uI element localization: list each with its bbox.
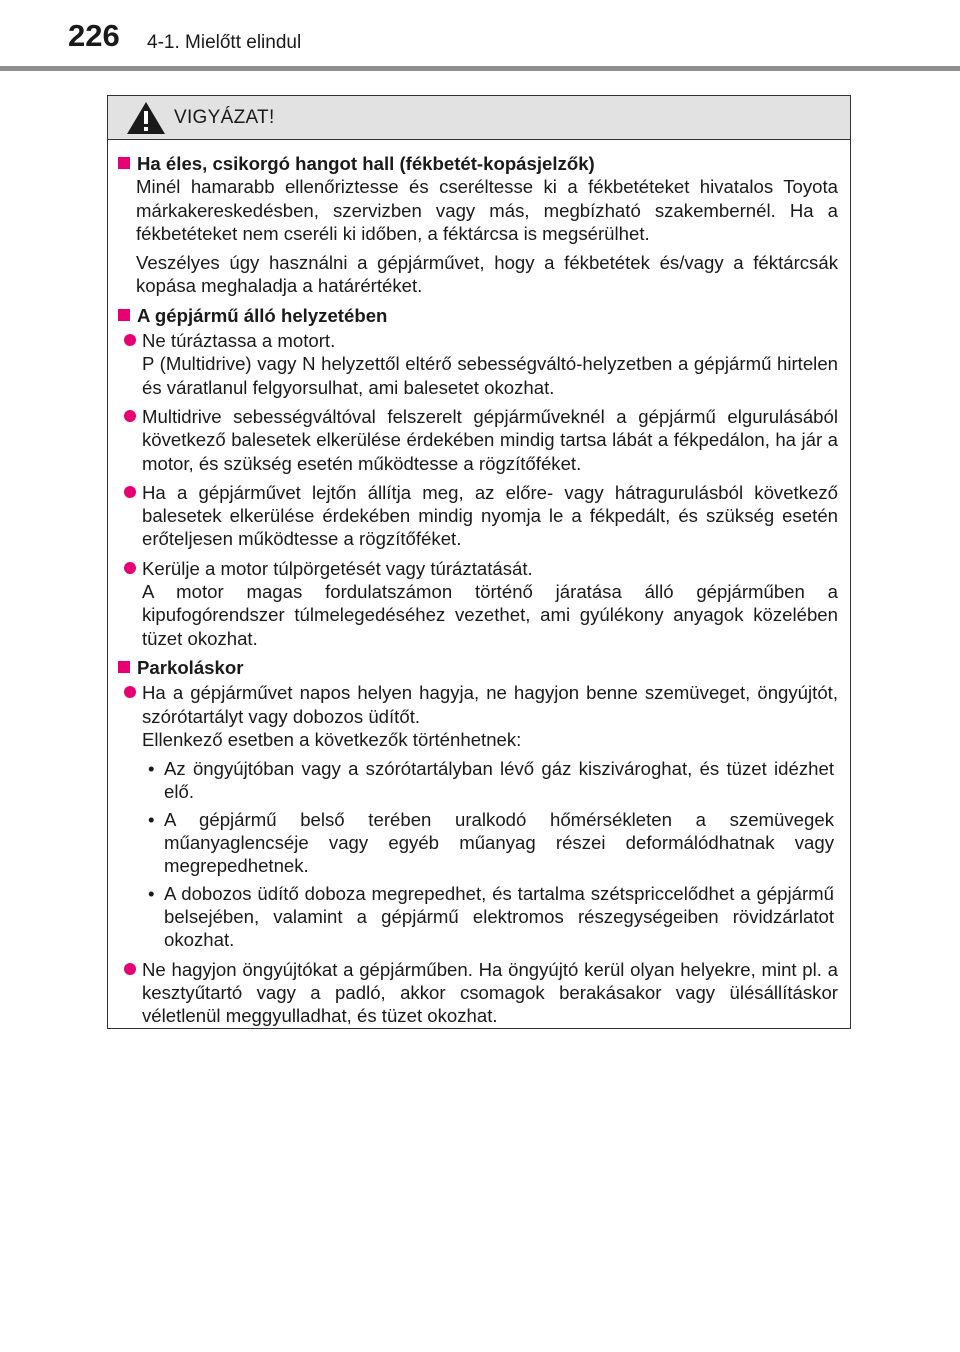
sub-bullet-mark: •: [148, 808, 155, 830]
bullet-text: Kerülje a motor túlpörgetését vagy túráztatását.: [142, 557, 533, 579]
circle-bullet-icon: [124, 486, 136, 498]
list-item: [120, 958, 838, 1028]
heading-text: A gépjármű álló helyzetében: [137, 304, 388, 326]
section-title: 4-1. Mielőtt elindul: [147, 32, 302, 53]
heading-text: Ha éles, csikorgó hangot hall (fékbetét-kopásjelzők): [137, 153, 595, 174]
sub-item-text: Az öngyújtóban vagy a szórótartályban lévő gáz kiszivároghat, és tüzet idézhet elő.: [164, 758, 834, 803]
section-heading: [120, 656, 838, 679]
warning-triangle-icon: [126, 101, 166, 135]
bullet-text: Ha a gépjárművet napos helyen hagyja, ne hagyjon benne szemüveget, öngyújtót, szórótartályt vagy dobozos üdítőt.: [142, 682, 838, 727]
circle-bullet-icon: [124, 963, 136, 975]
page-number: 226: [68, 18, 120, 53]
bullet-text: Ne hagyjon öngyújtókat a gépjárműben. Ha öngyújtó kerül olyan helyekre, mint pl. a kesztyűtartó vagy a padló, akkor csomagok berakásakor vagy ülésállításkor véletlenül meggyulladhat, és tüzet okozhat.: [142, 958, 838, 1027]
bullet-text: Multidrive sebességváltóval felszerelt gépjárműveknél a gépjármű elgurulásából következő balesetek elkerülése érdekében mindig tartsa lábát a fékpedálon, ha jár a motor, és szükség esetén működtesse a rögzítőféket.: [142, 405, 838, 474]
sub-list-item: [142, 757, 838, 804]
bullet-detail: P (Multidrive) vagy N helyzettől eltérő sebességváltó-helyzetben a gépjármű hirtelen és váratlanul felgyorsulhat, ami balesetet okozhat.: [142, 353, 838, 398]
sub-list-item: [142, 882, 838, 952]
list-item: [120, 681, 838, 751]
circle-bullet-icon: [124, 562, 136, 574]
list-item: [120, 329, 838, 399]
bullet-text: Ne túráztassa a motort.: [142, 330, 336, 352]
paragraph: Minél hamarabb ellenőriztesse és cseréltesse ki a fékbetéteket hivatalos Toyota márkakereskedésben, szervizben vagy más, megbízható szakembernél. Ha a fékbetéteket nem cseréli ki időben, a féktárcsa is megsérülhet.: [136, 176, 838, 244]
circle-bullet-icon: [124, 686, 136, 698]
bullet-detail: A motor magas fordulatszámon történő járatása álló gépjárműben a kipufogórendszer túlmelegedéséhez vezethet, ami gyúlékony anyagok közelében tüzet okozhat.: [142, 581, 838, 649]
sub-item-text: A dobozos üdítő doboza megrepedhet, és tartalma szétspriccelődhet a gépjármű belsejében, valamint a gépjármű elektromos részegységeiben rövidzárlatot okozhat.: [164, 882, 834, 951]
circle-bullet-icon: [124, 334, 136, 346]
sub-bullet-mark: •: [148, 882, 155, 904]
section-heading: [120, 152, 838, 175]
sub-item-text: A gépjármű belső terében uralkodó hőmérsékleten a szemüvegek műanyaglencséje vagy egyéb műanyag részei deformálódhatnak vagy megrepedhetnek.: [164, 808, 834, 877]
square-bullet-icon: [118, 661, 130, 673]
paragraph: Veszélyes úgy használni a gépjárművet, hogy a fékbetétek és/vagy a féktárcsák kopása meghaladja a határértéket.: [136, 252, 838, 297]
warning-header: [108, 96, 850, 140]
warning-body: [108, 140, 850, 1027]
header-divider: [0, 66, 960, 71]
list-item: [120, 557, 838, 650]
sub-list-item: [142, 808, 838, 878]
square-bullet-icon: [118, 157, 130, 169]
heading-text: Parkoláskor: [137, 656, 244, 678]
bullet-detail: Ellenkező esetben a következők történhetnek:: [142, 728, 522, 750]
warning-title: VIGYÁZAT!: [174, 106, 275, 128]
circle-bullet-icon: [124, 410, 136, 422]
bullet-text: Ha a gépjárművet lejtőn állítja meg, az előre- vagy hátragurulásból következő balesetek elkerülése érdekében mindig nyomja le a fékpedált, és szükség esetén erőteljesen működtesse a rögzítőféket.: [142, 481, 838, 550]
sub-bullet-mark: •: [148, 758, 155, 780]
square-bullet-icon: [118, 309, 130, 321]
list-item: [120, 481, 838, 551]
warning-box: [107, 95, 851, 1029]
list-item: [120, 405, 838, 475]
section-heading: [120, 304, 838, 327]
